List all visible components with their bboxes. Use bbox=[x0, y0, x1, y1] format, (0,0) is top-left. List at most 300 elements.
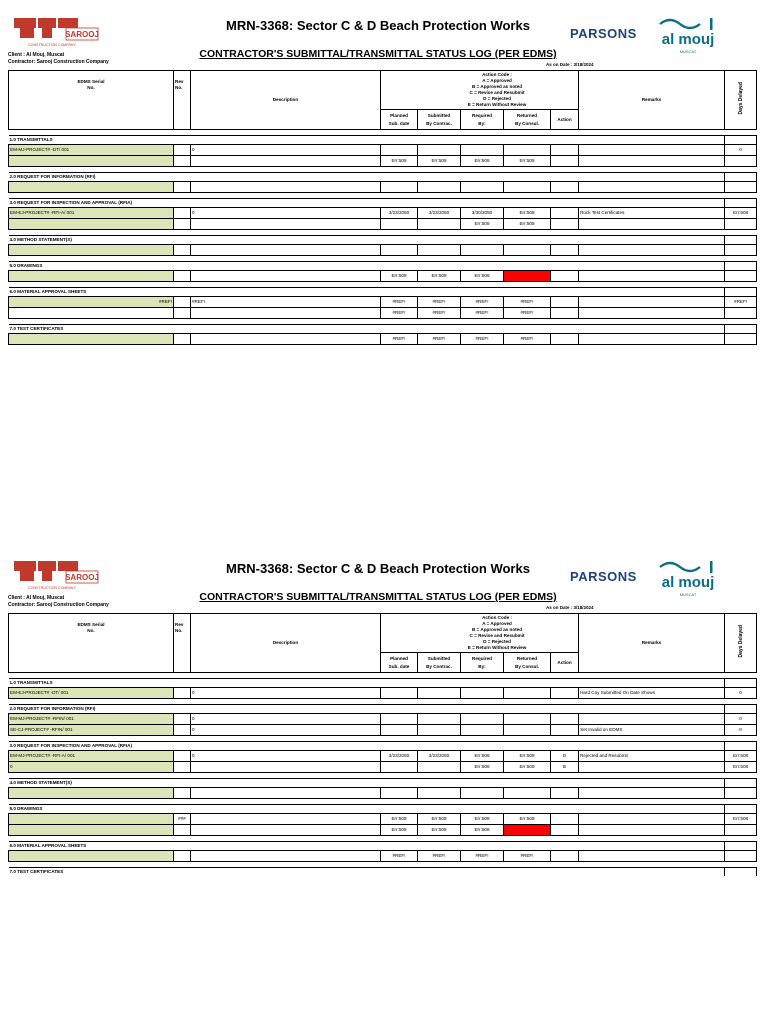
sarooj-logo-sub: CONSTRUCTION COMPANY bbox=[28, 43, 76, 47]
almouj-logo bbox=[650, 16, 728, 56]
returned-date-cell bbox=[504, 145, 551, 156]
section-title: 6.0 MATERIAL APPROVAL SHEETS bbox=[9, 842, 725, 851]
table-row bbox=[9, 814, 757, 825]
project-title: MRN-3368: Sector C & D Beach Protection Works bbox=[226, 561, 530, 576]
rev-cell bbox=[174, 271, 191, 282]
planned-date-cell bbox=[381, 182, 418, 193]
log-subtitle: CONTRACTOR'S SUBMITTAL/TRANSMITTAL STATUS LOG (PER EDMS) bbox=[199, 48, 557, 60]
required-date-cell: Err:508 bbox=[461, 751, 504, 762]
remarks-cell bbox=[579, 334, 725, 345]
table-row bbox=[9, 762, 757, 773]
returned-date-cell bbox=[504, 688, 551, 699]
planned-date-cell: Err:508 bbox=[381, 814, 418, 825]
planned-date-cell bbox=[381, 245, 418, 256]
remarks-cell bbox=[579, 156, 725, 167]
days-delayed-cell bbox=[725, 851, 757, 862]
table-row bbox=[9, 725, 757, 736]
rev-cell bbox=[174, 788, 191, 799]
status-log-page-2 bbox=[8, 557, 756, 876]
col-rev: Rev No. bbox=[174, 614, 191, 673]
days-delayed-cell bbox=[725, 825, 757, 836]
almouj-logo bbox=[650, 559, 728, 599]
remarks-cell bbox=[579, 271, 725, 282]
col-remarks: Remarks bbox=[579, 614, 725, 673]
submitted-date-cell: Err:508 bbox=[418, 825, 461, 836]
rev-cell bbox=[174, 182, 191, 193]
days-delayed-cell: #REF! bbox=[725, 297, 757, 308]
edms-serial-cell bbox=[9, 825, 174, 836]
section-title: 1.0 TRANSMITTALS bbox=[9, 679, 725, 688]
submitted-date-cell: 3/23/2050 bbox=[418, 751, 461, 762]
as-on-date: As on Date : 3/18/2024 bbox=[546, 605, 594, 610]
section-header bbox=[9, 136, 757, 145]
edms-serial-cell bbox=[9, 182, 174, 193]
table-row bbox=[9, 245, 757, 256]
contractor-label: Contractor: Sarooj Construction Company bbox=[8, 59, 109, 65]
col-description: Description bbox=[191, 71, 381, 130]
action-cell bbox=[551, 688, 579, 699]
required-date-cell bbox=[461, 725, 504, 736]
action-cell bbox=[551, 308, 579, 319]
remarks-cell bbox=[579, 182, 725, 193]
required-date-cell: Err:508 bbox=[461, 825, 504, 836]
returned-date-cell: Err:508 bbox=[504, 751, 551, 762]
section-header bbox=[9, 842, 757, 851]
edms-serial-cell: EM-EJ-PROJECT# -DT/ 001 bbox=[9, 688, 174, 699]
col-edms-serial: EDMS Serial No. bbox=[9, 614, 174, 673]
report-header bbox=[8, 557, 756, 613]
planned-date-cell bbox=[381, 725, 418, 736]
remarks-cell bbox=[579, 825, 725, 836]
days-delayed-cell bbox=[725, 219, 757, 230]
action-cell bbox=[551, 245, 579, 256]
table-row bbox=[9, 271, 757, 282]
remarks-cell bbox=[579, 219, 725, 230]
action-cell: D bbox=[551, 751, 579, 762]
returned-date-cell: Err:508 bbox=[504, 814, 551, 825]
action-cell bbox=[551, 825, 579, 836]
required-date-cell bbox=[461, 182, 504, 193]
col-submitted: Submitted By Contrac. bbox=[418, 653, 461, 673]
submitted-date-cell bbox=[418, 245, 461, 256]
description-cell: 0 bbox=[191, 145, 381, 156]
description-cell: 0 bbox=[191, 725, 381, 736]
table-row bbox=[9, 851, 757, 862]
sarooj-logo bbox=[12, 559, 100, 593]
rev-cell bbox=[174, 762, 191, 773]
section-title: 7.0 TEST CERTIFICATES bbox=[9, 325, 725, 334]
action-cell bbox=[551, 814, 579, 825]
table-row bbox=[9, 145, 757, 156]
required-date-cell bbox=[461, 688, 504, 699]
required-date-cell bbox=[461, 788, 504, 799]
returned-date-cell: Err:508 bbox=[504, 219, 551, 230]
rev-cell bbox=[174, 714, 191, 725]
section-days-cell bbox=[725, 742, 757, 751]
rev-cell bbox=[174, 688, 191, 699]
description-cell: #REF! bbox=[191, 297, 381, 308]
action-cell: B bbox=[551, 762, 579, 773]
table-row bbox=[9, 825, 757, 836]
days-delayed-cell: Err:508 bbox=[725, 208, 757, 219]
description-cell bbox=[191, 182, 381, 193]
days-delayed-cell: Err:508 bbox=[725, 751, 757, 762]
submitted-date-cell: #REF! bbox=[418, 851, 461, 862]
section-days-cell bbox=[725, 705, 757, 714]
days-delayed-cell: 0 bbox=[725, 725, 757, 736]
days-delayed-cell bbox=[725, 182, 757, 193]
section-days-cell bbox=[725, 868, 757, 877]
returned-date-cell bbox=[504, 245, 551, 256]
col-edms-serial: EDMS Serial No. bbox=[9, 71, 174, 130]
table-row bbox=[9, 334, 757, 345]
days-delayed-cell bbox=[725, 156, 757, 167]
section-header bbox=[9, 805, 757, 814]
description-cell bbox=[191, 271, 381, 282]
submitted-date-cell: Err:508 bbox=[418, 814, 461, 825]
planned-date-cell: #REF! bbox=[381, 851, 418, 862]
section-days-cell bbox=[725, 262, 757, 271]
edms-serial-cell bbox=[9, 219, 174, 230]
planned-date-cell bbox=[381, 145, 418, 156]
table-row bbox=[9, 308, 757, 319]
submitted-date-cell bbox=[418, 182, 461, 193]
submitted-date-cell: #REF! bbox=[418, 308, 461, 319]
status-log-page-1 bbox=[8, 14, 756, 345]
rev-cell: ### bbox=[174, 814, 191, 825]
col-planned: Planned Sub. date bbox=[381, 653, 418, 673]
remarks-cell bbox=[579, 245, 725, 256]
remarks-cell: Rejected and Resubmit bbox=[579, 751, 725, 762]
description-cell bbox=[191, 788, 381, 799]
section-days-cell bbox=[725, 173, 757, 182]
required-date-cell: Err:508 bbox=[461, 762, 504, 773]
col-remarks: Remarks bbox=[579, 71, 725, 130]
required-date-cell: #REF! bbox=[461, 308, 504, 319]
submitted-date-cell: 3/23/2050 bbox=[418, 208, 461, 219]
returned-date-cell: Err:508 bbox=[504, 762, 551, 773]
col-returned: Returned By Consul. bbox=[504, 653, 551, 673]
section-days-cell bbox=[725, 679, 757, 688]
required-date-cell: Err:508 bbox=[461, 814, 504, 825]
returned-date-cell: #REF! bbox=[504, 851, 551, 862]
report-header bbox=[8, 14, 756, 70]
required-date-cell: 3/30/2050 bbox=[461, 208, 504, 219]
section-header bbox=[9, 742, 757, 751]
section-title: 1.0 TRANSMITTALS bbox=[9, 136, 725, 145]
almouj-logo-sub: MUSCAT bbox=[679, 592, 697, 597]
edms-serial-cell bbox=[9, 334, 174, 345]
section-title: 6.0 MATERIAL APPROVAL SHEETS bbox=[9, 288, 725, 297]
section-title: 3.0 REQUEST FOR INSPECTION AND APPROVAL (RFIA) bbox=[9, 742, 725, 751]
description-cell bbox=[191, 851, 381, 862]
section-title: 3.0 REQUEST FOR INSPECTION AND APPROVAL (RFIA) bbox=[9, 199, 725, 208]
remarks-cell bbox=[579, 762, 725, 773]
col-planned: Planned Sub. date bbox=[381, 110, 418, 130]
returned-date-cell: #REF! bbox=[504, 297, 551, 308]
table-row bbox=[9, 297, 757, 308]
almouj-logo-text: al mouj bbox=[661, 574, 715, 591]
section-header bbox=[9, 236, 757, 245]
edms-serial-cell bbox=[9, 788, 174, 799]
action-cell bbox=[551, 725, 579, 736]
section-days-cell bbox=[725, 136, 757, 145]
table-row bbox=[9, 688, 757, 699]
section-days-cell bbox=[725, 805, 757, 814]
remarks-cell bbox=[579, 714, 725, 725]
action-cell bbox=[551, 156, 579, 167]
required-date-cell: #REF! bbox=[461, 334, 504, 345]
table-row bbox=[9, 156, 757, 167]
remarks-cell bbox=[579, 297, 725, 308]
planned-date-cell: Err:508 bbox=[381, 271, 418, 282]
table-row bbox=[9, 182, 757, 193]
description-cell bbox=[191, 762, 381, 773]
edms-serial-cell: EM-MJ-PROJECT# -RFI-A/ 001 bbox=[9, 751, 174, 762]
section-title: 4.0 METHOD STATEMENT(S) bbox=[9, 779, 725, 788]
action-cell bbox=[551, 145, 579, 156]
description-cell bbox=[191, 219, 381, 230]
table-row bbox=[9, 788, 757, 799]
days-delayed-cell bbox=[725, 308, 757, 319]
planned-date-cell: 3/23/2050 bbox=[381, 751, 418, 762]
submitted-date-cell bbox=[418, 762, 461, 773]
project-title: MRN-3368: Sector C & D Beach Protection Works bbox=[226, 18, 530, 33]
remarks-cell bbox=[579, 814, 725, 825]
action-cell bbox=[551, 208, 579, 219]
description-cell bbox=[191, 156, 381, 167]
returned-date-cell: Err:508 bbox=[504, 156, 551, 167]
remarks-cell bbox=[579, 851, 725, 862]
action-cell bbox=[551, 334, 579, 345]
section-days-cell bbox=[725, 288, 757, 297]
days-delayed-cell: 0 bbox=[725, 145, 757, 156]
planned-date-cell: Err:508 bbox=[381, 825, 418, 836]
submitted-date-cell: #REF! bbox=[418, 297, 461, 308]
col-required: Required By: bbox=[461, 110, 504, 130]
rev-cell bbox=[174, 308, 191, 319]
edms-serial-cell bbox=[9, 814, 174, 825]
days-delayed-cell bbox=[725, 788, 757, 799]
required-date-cell: #REF! bbox=[461, 297, 504, 308]
section-header bbox=[9, 705, 757, 714]
action-cell bbox=[551, 182, 579, 193]
required-date-cell: Err:508 bbox=[461, 156, 504, 167]
planned-date-cell bbox=[381, 762, 418, 773]
col-rev: Rev No. bbox=[174, 71, 191, 130]
section-header bbox=[9, 262, 757, 271]
planned-date-cell bbox=[381, 219, 418, 230]
submitted-date-cell bbox=[418, 145, 461, 156]
col-required: Required By: bbox=[461, 653, 504, 673]
days-delayed-cell: 0 bbox=[725, 688, 757, 699]
remarks-cell: Hard Coy Submitted On Date Shown bbox=[579, 688, 725, 699]
action-cell bbox=[551, 851, 579, 862]
rev-cell bbox=[174, 751, 191, 762]
section-days-cell bbox=[725, 236, 757, 245]
remarks-cell: Rock Test Certificates bbox=[579, 208, 725, 219]
rev-cell bbox=[174, 334, 191, 345]
section-header bbox=[9, 325, 757, 334]
edms-serial-cell bbox=[9, 156, 174, 167]
col-action: Action bbox=[551, 653, 579, 673]
returned-date-cell: Err:508 bbox=[504, 208, 551, 219]
edms-serial-cell bbox=[9, 245, 174, 256]
col-submitted: Submitted By Contrac. bbox=[418, 110, 461, 130]
table-row bbox=[9, 714, 757, 725]
rev-cell bbox=[174, 156, 191, 167]
sarooj-logo-sub: CONSTRUCTION COMPANY bbox=[28, 586, 76, 590]
rev-cell bbox=[174, 245, 191, 256]
submitted-date-cell bbox=[418, 688, 461, 699]
section-title: 4.0 METHOD STATEMENT(S) bbox=[9, 236, 725, 245]
sarooj-logo bbox=[12, 16, 100, 50]
required-date-cell bbox=[461, 245, 504, 256]
remarks-cell: Set Invalid on EDMS bbox=[579, 725, 725, 736]
description-cell: 0 bbox=[191, 208, 381, 219]
col-days-delayed bbox=[725, 71, 757, 130]
submitted-date-cell bbox=[418, 714, 461, 725]
col-description: Description bbox=[191, 614, 381, 673]
status-log-table bbox=[8, 613, 757, 876]
planned-date-cell bbox=[381, 688, 418, 699]
edms-serial-cell: EM-EJ-PROJECT# -RFI-A/ 001 bbox=[9, 208, 174, 219]
rev-cell bbox=[174, 851, 191, 862]
almouj-logo-sub: MUSCAT bbox=[679, 49, 697, 54]
submitted-date-cell bbox=[418, 219, 461, 230]
remarks-cell bbox=[579, 145, 725, 156]
required-date-cell bbox=[461, 714, 504, 725]
description-cell bbox=[191, 825, 381, 836]
col-days-delayed bbox=[725, 614, 757, 673]
submitted-date-cell bbox=[418, 788, 461, 799]
edms-serial-cell: SE-CJ-PROJECT# -RFIN/ 001 bbox=[9, 725, 174, 736]
col-action: Action bbox=[551, 110, 579, 130]
edms-serial-cell: EM-MJ-PROJECT# -DT/ 001 bbox=[9, 145, 174, 156]
table-row bbox=[9, 219, 757, 230]
edms-serial-cell: 0 bbox=[9, 762, 174, 773]
returned-date-cell bbox=[504, 182, 551, 193]
section-days-cell bbox=[725, 325, 757, 334]
section-header bbox=[9, 779, 757, 788]
days-delayed-cell: Err:508 bbox=[725, 762, 757, 773]
log-subtitle: CONTRACTOR'S SUBMITTAL/TRANSMITTAL STATUS LOG (PER EDMS) bbox=[199, 591, 557, 603]
action-cell bbox=[551, 788, 579, 799]
table-row bbox=[9, 751, 757, 762]
rev-cell bbox=[174, 297, 191, 308]
section-days-cell bbox=[725, 199, 757, 208]
edms-serial-cell bbox=[9, 308, 174, 319]
days-delayed-cell bbox=[725, 271, 757, 282]
remarks-cell bbox=[579, 788, 725, 799]
days-delayed-cell bbox=[725, 334, 757, 345]
planned-date-cell: #REF! bbox=[381, 334, 418, 345]
rev-cell bbox=[174, 725, 191, 736]
submitted-date-cell: #REF! bbox=[418, 334, 461, 345]
client-label: Client : Al Mouj, Muscat bbox=[8, 52, 65, 58]
rev-cell bbox=[174, 825, 191, 836]
planned-date-cell: #REF! bbox=[381, 308, 418, 319]
almouj-logo-text: al mouj bbox=[661, 31, 715, 48]
required-date-cell: Err:508 bbox=[461, 271, 504, 282]
days-delayed-cell: Err:508 bbox=[725, 814, 757, 825]
returned-date-cell: Err:508 bbox=[504, 825, 551, 836]
returned-date-cell: #REF! bbox=[504, 334, 551, 345]
description-cell: 0 bbox=[191, 714, 381, 725]
edms-serial-cell bbox=[9, 851, 174, 862]
description-cell bbox=[191, 814, 381, 825]
status-log-table bbox=[8, 70, 757, 345]
sarooj-logo-text: SAROOJ bbox=[65, 30, 99, 39]
section-title: 7.0 TEST CERTIFICATES bbox=[9, 868, 725, 877]
description-cell: 0 bbox=[191, 688, 381, 699]
description-cell bbox=[191, 245, 381, 256]
action-cell bbox=[551, 714, 579, 725]
section-header bbox=[9, 288, 757, 297]
rev-cell bbox=[174, 219, 191, 230]
days-delayed-cell: 0 bbox=[725, 714, 757, 725]
remarks-cell bbox=[579, 308, 725, 319]
action-code-legend: Action Code : A = Approved B = Approved as noted C = Revise and Resubmit D = Rejected E = Return Without Review bbox=[381, 71, 579, 110]
contractor-label: Contractor: Sarooj Construction Company bbox=[8, 602, 109, 608]
edms-serial-cell: #REF! bbox=[9, 297, 174, 308]
section-title: 5.0 DRAWINGS bbox=[9, 805, 725, 814]
section-title: 2.0 REQUEST FOR INFORMATION (RFI) bbox=[9, 705, 725, 714]
edms-serial-cell: EM-MJ-PROJECT# -RFIN/ 001 bbox=[9, 714, 174, 725]
parsons-logo: PARSONS bbox=[570, 569, 637, 584]
planned-date-cell: 3/23/2050 bbox=[381, 208, 418, 219]
table-row bbox=[9, 208, 757, 219]
required-date-cell: #REF! bbox=[461, 851, 504, 862]
section-days-cell bbox=[725, 779, 757, 788]
returned-date-cell bbox=[504, 714, 551, 725]
as-on-date: As on Date : 3/18/2024 bbox=[546, 62, 594, 67]
description-cell: 0 bbox=[191, 751, 381, 762]
col-returned: Returned By Consul. bbox=[504, 110, 551, 130]
action-cell bbox=[551, 271, 579, 282]
section-header bbox=[9, 173, 757, 182]
required-date-cell bbox=[461, 145, 504, 156]
submitted-date-cell: Err:508 bbox=[418, 156, 461, 167]
parsons-logo: PARSONS bbox=[570, 26, 637, 41]
section-title: 5.0 DRAWINGS bbox=[9, 262, 725, 271]
rev-cell bbox=[174, 208, 191, 219]
section-header bbox=[9, 199, 757, 208]
action-cell bbox=[551, 297, 579, 308]
submitted-date-cell: Err:508 bbox=[418, 271, 461, 282]
action-cell bbox=[551, 219, 579, 230]
planned-date-cell bbox=[381, 788, 418, 799]
returned-date-cell: #REF! bbox=[504, 308, 551, 319]
days-delayed-cell bbox=[725, 245, 757, 256]
submitted-date-cell bbox=[418, 725, 461, 736]
edms-serial-cell bbox=[9, 271, 174, 282]
col-days-delayed-label: Days Delayed bbox=[737, 81, 744, 115]
planned-date-cell: #REF! bbox=[381, 297, 418, 308]
section-header bbox=[9, 868, 757, 877]
returned-date-cell bbox=[504, 788, 551, 799]
rev-cell bbox=[174, 145, 191, 156]
returned-date-cell: Err:508 bbox=[504, 271, 551, 282]
required-date-cell: Err:508 bbox=[461, 219, 504, 230]
section-header bbox=[9, 679, 757, 688]
client-label: Client : Al Mouj, Muscat bbox=[8, 595, 65, 601]
section-days-cell bbox=[725, 842, 757, 851]
col-days-delayed-label: Days Delayed bbox=[737, 624, 744, 658]
action-code-legend: Action Code : A = Approved B = Approved as noted C = Revise and Resubmit D = Rejected E = Return Without Review bbox=[381, 614, 579, 653]
description-cell bbox=[191, 308, 381, 319]
description-cell bbox=[191, 334, 381, 345]
